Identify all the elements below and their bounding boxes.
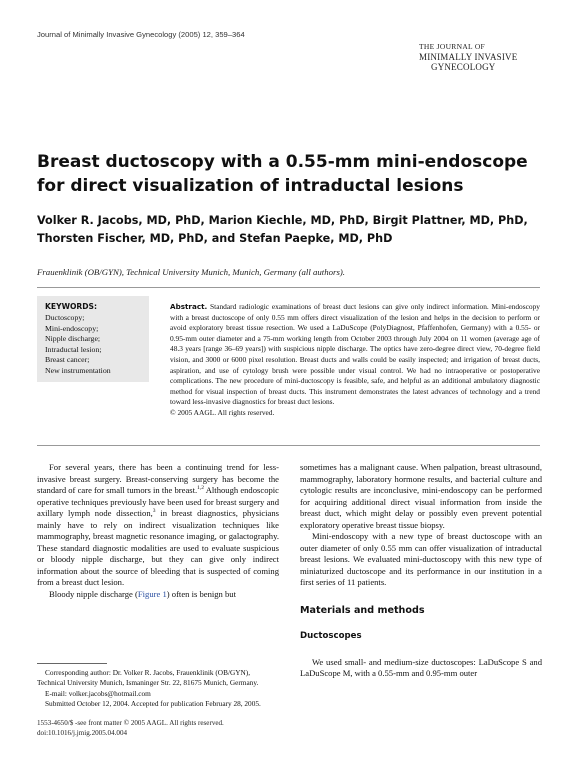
body-text: in breast diagnostics, physicians mainly have to rely on indirect visualization techniques like mammography, breast magnetic resonance imaging, or galactography. These standard diagnostic modalities are used to evaluate suspicious or bloody nipple discharge, but they can give only indirect information about the source of bleeding that is suspected of coming from a breast duct lesion.	[37, 508, 279, 587]
keyword-item: Breast cancer;	[45, 355, 90, 365]
keyword-item: Intraductal lesion;	[45, 344, 102, 354]
corresponding-author: Corresponding author: Dr. Volker R. Jacobs, Frauenklinik (OB/GYN), Technical University Munich, Ismaninger Str. 22, 81675 Munich, Germany.	[37, 668, 259, 688]
keyword-item: Nipple discharge;	[45, 334, 101, 344]
email: E-mail: volker.jacobs@hotmail.com	[45, 688, 151, 698]
body-paragraph: sometimes has a malignant cause. When palpation, breast ultrasound, mammography, laboratory hormone results, and bacterial culture and cytologic results are inconclusive, mini-endoscopy can be performed for acquiring additional direct visual information from inside the breast duct, which might delay or possibly even prevent potential exploratory operative breast tissue biopsy.	[300, 462, 542, 530]
citation[interactable]: 1,2	[197, 485, 205, 492]
author-list: Volker R. Jacobs, MD, PhD, Marion Kiechle, MD, PhD, Birgit Plattner, MD, PhD, Thorsten Fischer, MD, PhD, and Stefan Paepke, MD, PhD	[37, 214, 528, 245]
journal-logo-line1: THE JOURNAL OF	[419, 42, 486, 51]
journal-logo	[419, 42, 539, 72]
keyword-item: Ductoscopy;	[45, 313, 85, 322]
affiliation: Frauenklinik (OB/GYN), Technical University Munich, Munich, Germany (all authors).	[37, 267, 346, 277]
top-divider	[37, 287, 540, 288]
keywords-heading: KEYWORDS:	[45, 302, 98, 311]
section-heading: Materials and methods	[300, 604, 425, 616]
issn-line: 1553-4650/$ -see front matter © 2005 AAGL. All rights reserved.	[37, 719, 224, 727]
body-paragraph	[37, 589, 279, 601]
submission-dates: Submitted October 12, 2004. Accepted for publication February 28, 2005.	[45, 699, 261, 709]
body-text: Bloody nipple discharge (	[49, 588, 138, 599]
article-title: Breast ductoscopy with a 0.55-mm mini-endoscope for direct visualization of intraductal lesions	[37, 152, 528, 196]
body-text: ) often is benign but	[166, 588, 236, 599]
body-paragraph: Mini-endoscopy with a new type of breast ductoscope with an outer diameter of only 0.55 mm can offer visualization of intraductal breast lesions. We evaluated mini-ductoscopy with this new type of miniaturized ductoscope and its performance in our institution in a first series of 11 patients.	[300, 531, 542, 587]
body-paragraph: We used small- and medium-size ductoscopes: LaDuScope S and LaDuScope M, with a 0.55-mm and 0.95-mm outer	[300, 656, 542, 678]
body-text: Although endoscopic operative techniques previously have been used for breast surgery and axillary lymph node dissection,	[37, 485, 279, 518]
journal-logo-line2: MINIMALLY INVASIVE	[419, 52, 518, 62]
journal-logo-line3: GYNECOLOGY	[431, 62, 496, 72]
body-paragraph	[37, 462, 279, 589]
body-column-right	[300, 462, 542, 680]
keyword-item: New instrumentation	[45, 365, 111, 375]
footnote-divider	[37, 663, 107, 664]
running-head: Journal of Minimally Invasive Gynecology (2005) 12, 359–364	[37, 30, 245, 39]
keyword-item: Mini-endoscopy;	[45, 323, 99, 333]
abstract-lead: Abstract.	[170, 302, 208, 311]
doi-line: doi:10.1016/j.jmig.2005.04.004	[37, 729, 128, 737]
footnote	[37, 668, 279, 710]
figure-link[interactable]: Figure 1	[137, 588, 167, 599]
front-matter	[37, 718, 279, 738]
citation[interactable]: 3	[152, 508, 156, 515]
abstract-divider	[37, 445, 540, 446]
subsection-heading: Ductoscopes	[300, 631, 362, 641]
body-column-left	[37, 462, 279, 600]
abstract	[170, 302, 540, 419]
keywords-box	[37, 296, 149, 382]
body-text: For several years, there has been a continuing trend for less-invasive breast surgery. Breast-conserving surgery has become the standard of care for small tumors in the breast.	[37, 462, 279, 495]
abstract-text: Standard radiologic examinations of breast duct lesions can give only indirect information. Mini-endoscopy with a breast ductoscope of only 0.55 mm offers direct visualization of the lesion and helps in the decision to perform or avoid exploratory breast tissue resection. We used a LaDuScope (PolyDiagnost, Pfaffenhofen, Germany) with a 0.55- or 0.95-mm outer diameter and a 75-mm working length from October 2003 through July 2004 on 11 women (average age of 48.3 years [range 36–69 years]) with suspicious nipple discharge. The optics have zero-degree direct view, 70-degree field vision, and 3000 or 6000 pixel resolution. Breast ducts and walls could be easily inspected; and irrigation of breast ducts, aspiration, and use of cytology brush were possible under visual control. We had no intraoperative or postoperative complications. The new procedure of mini-ductoscopy is feasible, safe, and helpful as an additional ambulatory diagnostic method for visual inspection of breast ducts. This instrument demonstrates the latest advances of technology and a trend toward less-invasive diagnostics for breast duct lesions.	[170, 302, 540, 407]
abstract-copyright: © 2005 AAGL. All rights reserved.	[170, 407, 275, 417]
